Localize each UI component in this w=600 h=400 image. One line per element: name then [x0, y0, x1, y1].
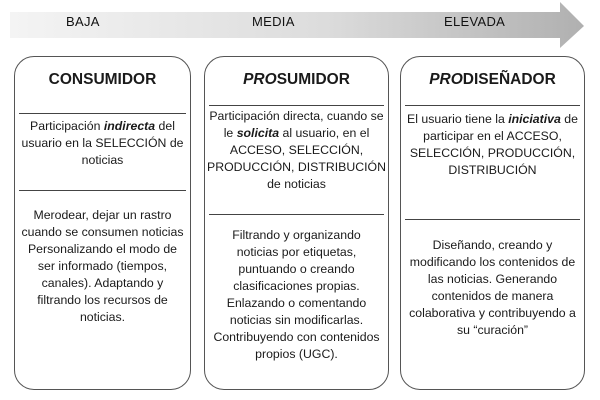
- card-title: PROSUMIDOR: [243, 71, 350, 88]
- participation-text: Participación indirecta del usuario en la SELECCIÓN de noticias: [21, 119, 184, 167]
- divider: [19, 190, 186, 191]
- participation-text: El usuario tiene la iniciativa de participar en el ACCESO, SELECCIÓN, PRODUCCIÓN, DISTRIBUCIÓN: [407, 112, 578, 177]
- divider: [405, 105, 580, 106]
- card-prodisenador: [400, 56, 585, 390]
- level-label-baja: BAJA: [66, 14, 100, 29]
- divider: [209, 214, 384, 215]
- participation-text: Participación directa, cuando se le solicita al usuario, en el ACCESO, SELECCIÓN, PRODUCCIÓN, DISTRIBUCIÓN de noticias: [207, 109, 386, 191]
- card-consumidor: [14, 56, 191, 390]
- divider: [405, 219, 580, 220]
- divider: [209, 105, 384, 106]
- level-label-elevada: ELEVADA: [444, 14, 506, 29]
- actions-text: Diseñando, creando y modificando los contenidos de las noticias. Generando contenidos de manera colaborativa y contribuyendo a su “curación”: [409, 238, 576, 337]
- divider: [19, 113, 186, 114]
- level-label-media: MEDIA: [252, 14, 295, 29]
- actions-text: Merodear, dejar un rastro cuando se consumen noticias Personalizando el modo de ser informado (tiempos, canales). Adaptando y filtrando los recursos de noticias.: [21, 208, 184, 324]
- card-prosumidor: [204, 56, 389, 390]
- card-title: CONSUMIDOR: [48, 71, 157, 88]
- card-title: PRODISEÑADOR: [429, 71, 556, 88]
- actions-text: Filtrando y organizando noticias por etiquetas, puntuando o creando clasificaciones propias. Enlazando o comentando noticias sin modificarlas. Contribuyendo con contenidos propios (UGC).: [213, 228, 380, 361]
